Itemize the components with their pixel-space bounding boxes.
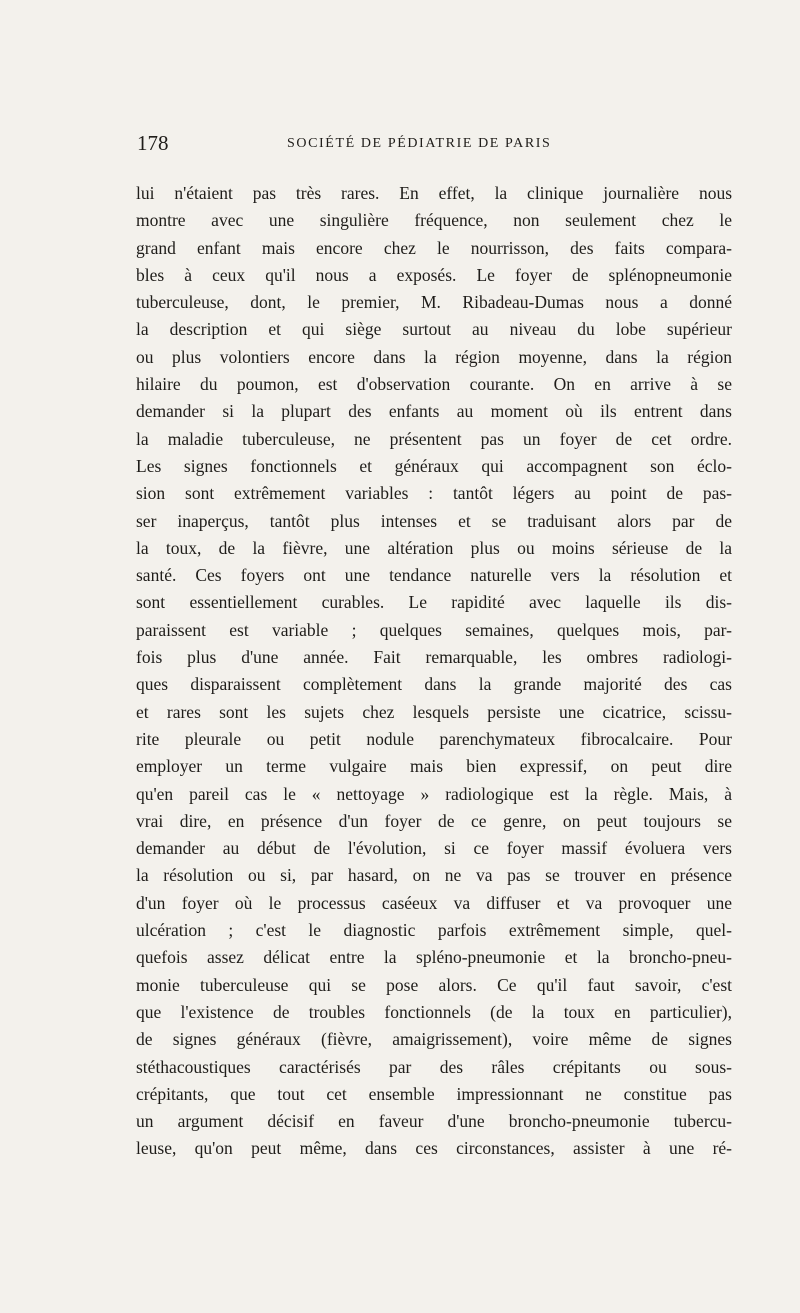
text-line: lui n'étaient pas très rares. En effet, la clinique journalière nous: [136, 183, 732, 203]
text-line: rite pleurale ou petit nodule parenchymateux fibrocalcaire. Pour: [136, 728, 732, 749]
text-line: employer un terme vulgaire mais bien expressif, on peut dire: [136, 756, 732, 777]
text-line: ulcération ; c'est le diagnostic parfois extrêmement simple, quel-: [136, 920, 732, 941]
text-line: Les signes fonctionnels et généraux qui accompagnent son éclo-: [136, 455, 732, 476]
text-line: montre avec une singulière fréquence, non seulement chez le: [136, 210, 732, 231]
text-line: demander si la plupart des enfants au moment où ils entrent dans: [136, 401, 732, 422]
text-line: stéthacoustiques caractérisés par des râles crépitants ou sous-: [136, 1056, 732, 1077]
text-line: quefois assez délicat entre la spléno-pneumonie et la broncho-pneu-: [136, 947, 732, 968]
page-number: 178: [137, 131, 169, 155]
text-line: que l'existence de troubles fonctionnels (de la toux en particulier),: [136, 1001, 732, 1022]
text-line: bles à ceux qu'il nous a exposés. Le foyer de splénopneumonie: [136, 264, 732, 285]
text-line: leuse, qu'on peut même, dans ces circonstances, assister à une ré-: [136, 1138, 732, 1159]
text-line: vrai dire, en présence d'un foyer de ce genre, on peut toujours se: [136, 810, 732, 831]
text-line: monie tuberculeuse qui se pose alors. Ce qu'il faut savoir, c'est: [136, 974, 732, 995]
text-line: hilaire du poumon, est d'observation courante. On en arrive à se: [136, 374, 732, 395]
text-line: ser inaperçus, tantôt plus intenses et se traduisant alors par de: [136, 510, 732, 531]
text-line: sion sont extrêmement variables : tantôt légers au point de pas-: [136, 483, 732, 504]
text-line: la maladie tuberculeuse, ne présentent pas un foyer de cet ordre.: [136, 428, 732, 449]
text-line: santé. Ces foyers ont une tendance naturelle vers la résolution et: [136, 565, 732, 586]
text-line: tuberculeuse, dont, le premier, M. Ribadeau-Dumas nous a donné: [136, 292, 732, 313]
text-line: la description et qui siège surtout au niveau du lobe supérieur: [136, 319, 732, 340]
text-line: grand enfant mais encore chez le nourrisson, des faits compara-: [136, 237, 732, 258]
text-line: fois plus d'une année. Fait remarquable, les ombres radiologi-: [136, 647, 732, 668]
text-line: de signes généraux (fièvre, amaigrissement), voire même de signes: [136, 1029, 732, 1050]
text-line: ou plus volontiers encore dans la région moyenne, dans la région: [136, 346, 732, 367]
text-line: et rares sont les sujets chez lesquels persiste une cicatrice, scissu-: [136, 701, 732, 722]
text-line: un argument décisif en faveur d'une broncho-pneumonie tubercu-: [136, 1111, 732, 1132]
text-line: la résolution ou si, par hasard, on ne va pas se trouver en présence: [136, 865, 732, 886]
page-header: [137, 130, 731, 160]
text-line: ques disparaissent complètement dans la grande majorité des cas: [136, 674, 732, 695]
text-line: crépitants, que tout cet ensemble impressionnant ne constitue pas: [136, 1083, 732, 1104]
text-line: sont essentiellement curables. Le rapidité avec laquelle ils dis-: [136, 592, 732, 613]
text-line: la toux, de la fièvre, une altération plus ou moins sérieuse de la: [136, 537, 732, 558]
text-line: d'un foyer où le processus caséeux va diffuser et va provoquer une: [136, 892, 732, 913]
text-line: demander au début de l'évolution, si ce foyer massif évoluera vers: [136, 838, 732, 859]
running-head: SOCIÉTÉ DE PÉDIATRIE DE PARIS: [287, 136, 552, 151]
body-text: [136, 180, 732, 1160]
text-line: qu'en pareil cas le « nettoyage » radiologique est la règle. Mais, à: [136, 783, 732, 804]
text-line: paraissent est variable ; quelques semaines, quelques mois, par-: [136, 619, 732, 640]
